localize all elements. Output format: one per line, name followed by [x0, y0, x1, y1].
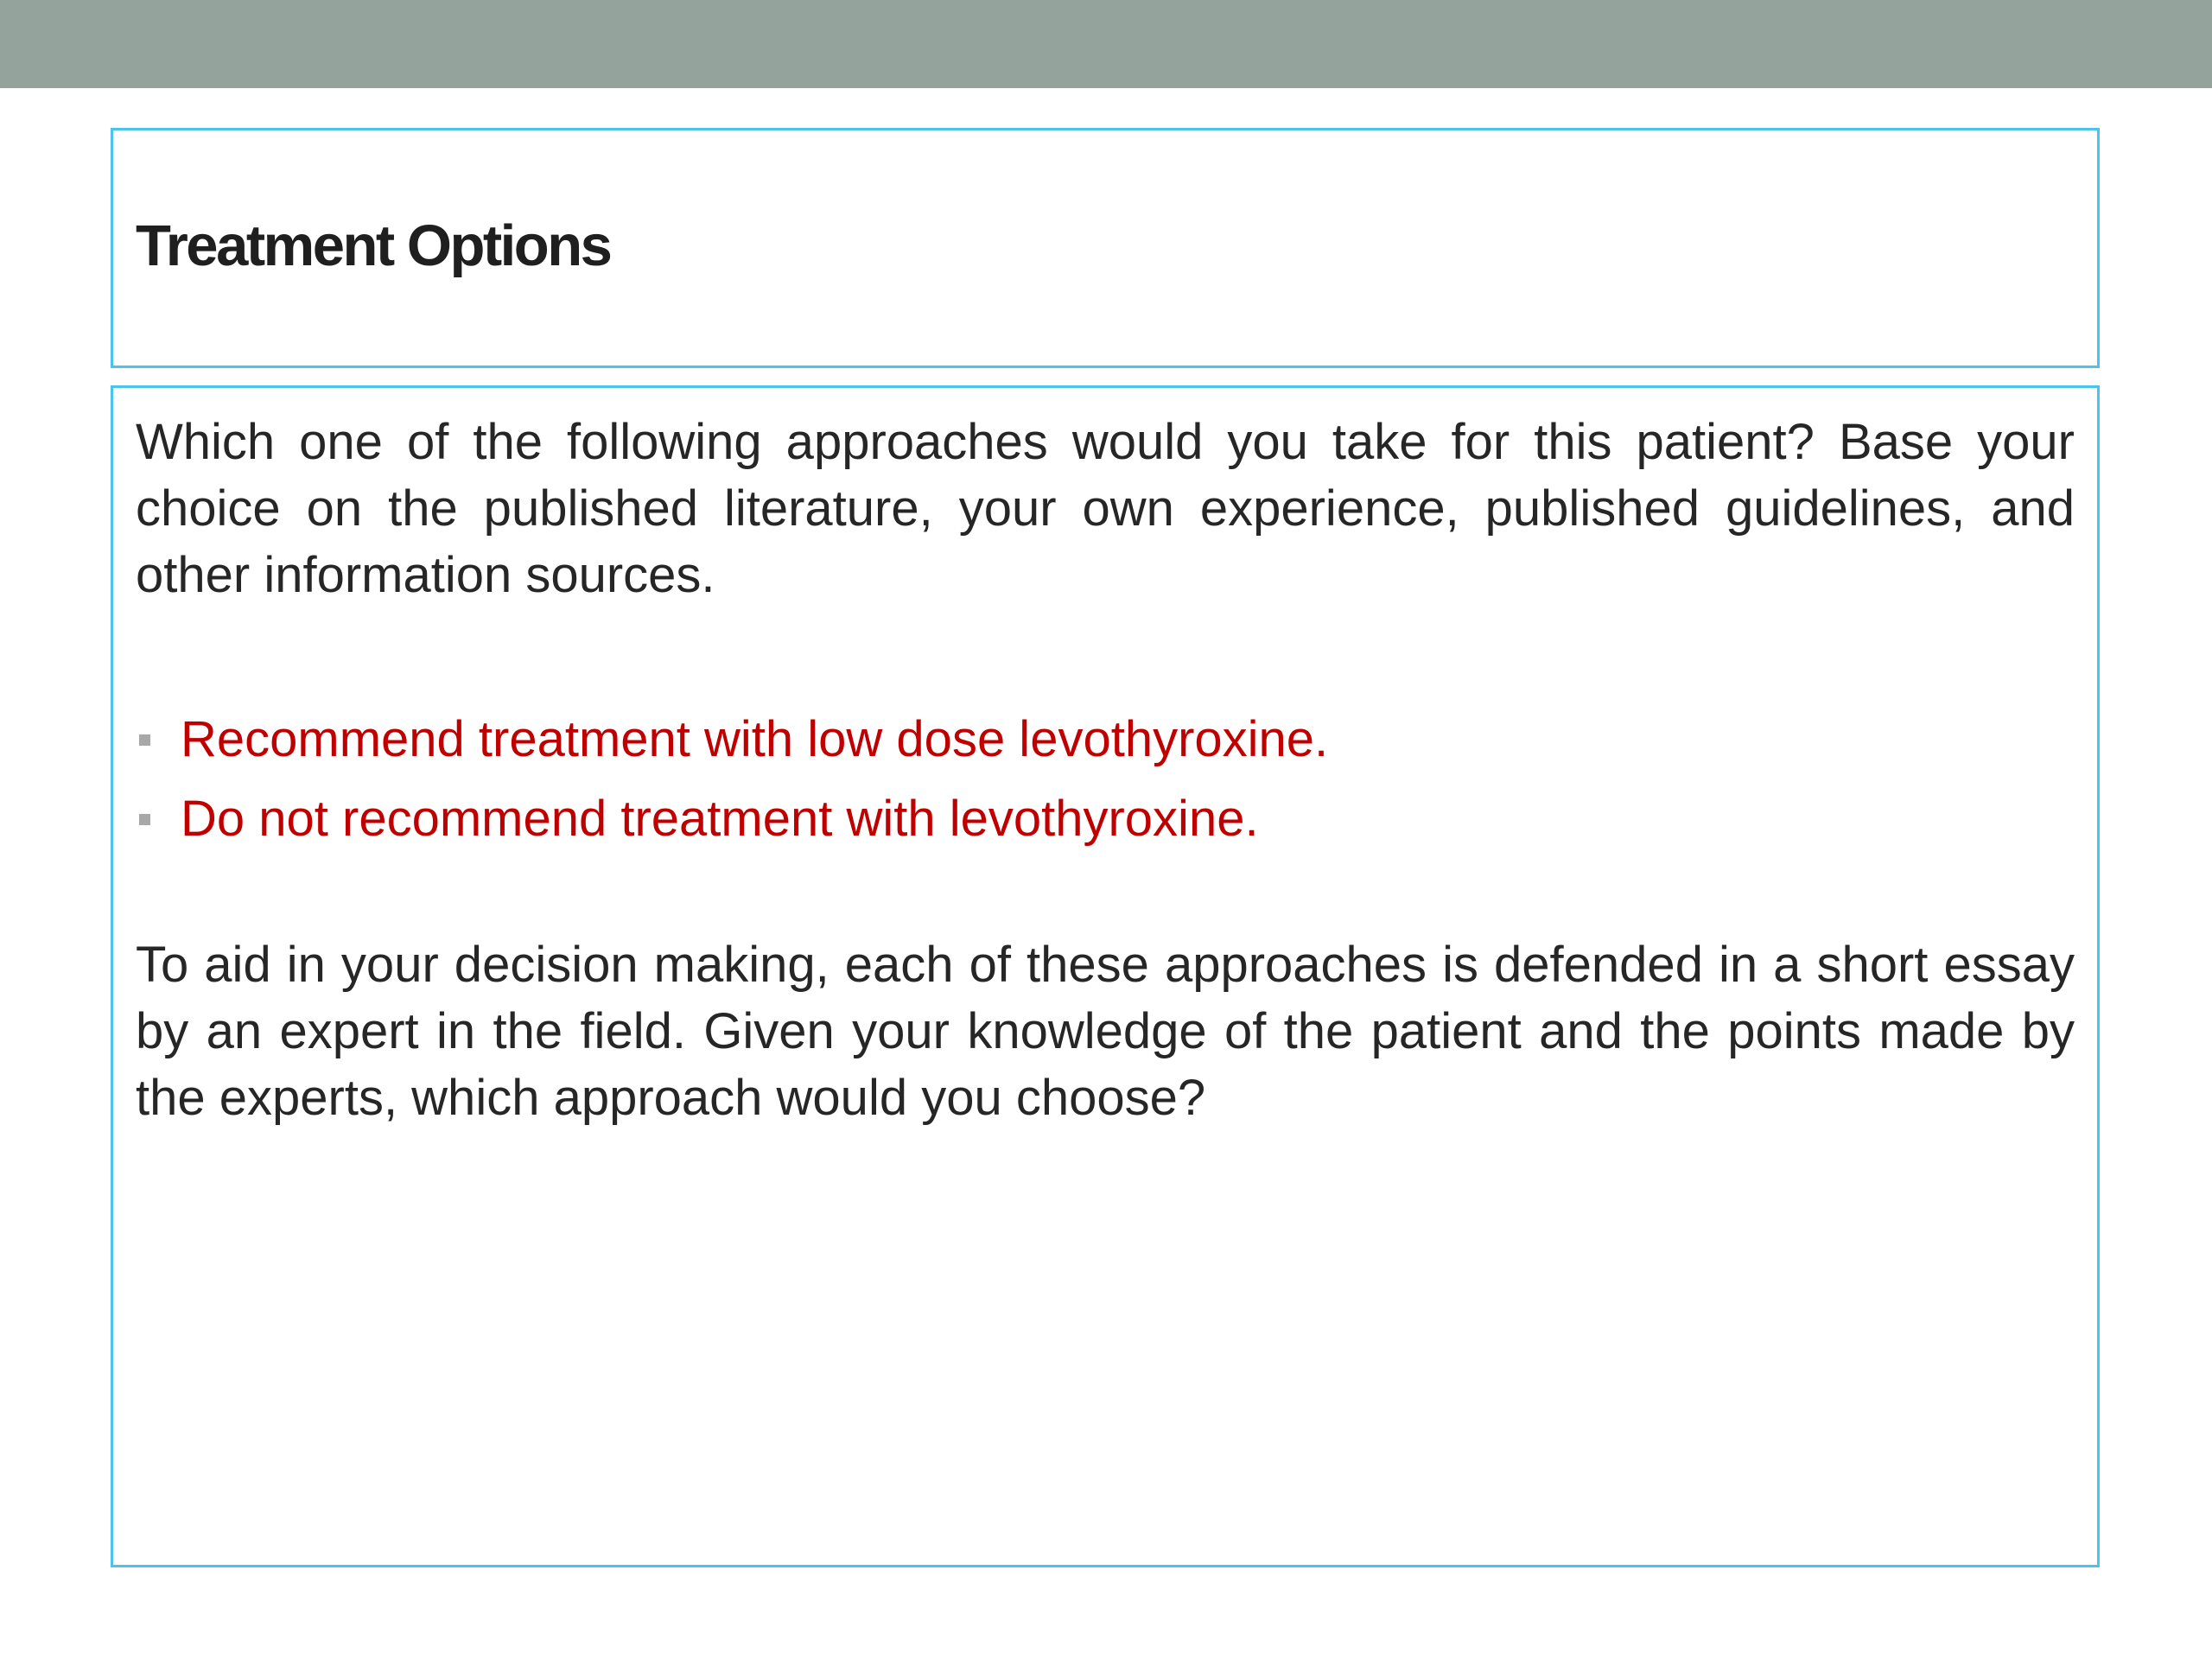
square-bullet-icon — [139, 734, 150, 746]
square-bullet-icon — [139, 814, 150, 825]
content-box — [111, 385, 2100, 1567]
option-text: Do not recommend treatment with levothyroxine. — [181, 791, 1259, 847]
title-box — [111, 128, 2100, 368]
options-list — [136, 706, 2075, 852]
option-text: Recommend treatment with low dose levothyroxine. — [181, 711, 1329, 767]
option-item — [136, 706, 2075, 772]
top-decorative-bar — [0, 0, 2212, 88]
intro-paragraph: Which one of the following approaches would you take for this patient? Base your choice on the published literature, your own experience, published guidelines, and other information sources. — [136, 414, 2075, 603]
closing-paragraph: To aid in your decision making, each of these approaches is defended in a short essay by an expert in the field. Given your knowledge of the patient and the points made by the experts, which approach would you choose? — [136, 937, 2075, 1126]
slide-title: Treatment Options — [136, 213, 611, 278]
option-item — [136, 785, 2075, 852]
